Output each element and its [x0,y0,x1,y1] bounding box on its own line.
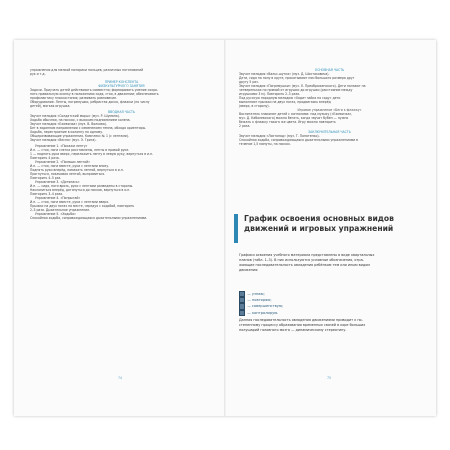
text-line: Упражнение 1. «Покажи ленту» [35,144,88,148]
text-line: бежать к флажку такого же цвета. Игру можно повторить [239,120,336,124]
text-line: И.п. — стоя, ноги вместе, руки с лентами вверх. [30,200,110,204]
legend-label: — узнаю; [247,292,265,296]
section-heading-line-1: График освоения основных видов [244,214,394,223]
text-line: Воспитатель знакомит детей с сигналами: под музыку («Ежевичка», [239,112,353,116]
text-line: Упражнение 4. «Попрыгай» [35,196,81,200]
page-number-right: 75 [327,376,332,380]
intro-line: Графики освоения учебного материала представлены в виде квартальных [239,253,375,257]
text-line: Задачи. Приучать детей действовать совместно; формировать умение сохра- [30,88,159,92]
text-line: Ходьба обычная, на носках, с высоким подниманием колена. [30,118,131,122]
text-line: Под русскую народную мелодию «Ходит зайка по саду» дети [239,96,341,100]
text-line: выполняют прыжки на двух ногах, продвигаясь вперёд [239,100,331,104]
text-line: Наклониться вперёд, дотянуться до носков, вернуться в и.п. [30,188,131,192]
section-subheading: ПРИМЕР КОНСПЕКТА [104,80,139,84]
text-line: И.п. — стоя, ноги слегка расставлены, ленты в правой руке. [30,148,130,152]
page-number-left: 74 [118,376,123,380]
heading-accent-bar [234,214,238,243]
text-line: Звучит мелодия «Вальс-шутка» (муз. Д. Шостаковича). [239,72,330,76]
intro-line: движения: [239,267,259,272]
text-line: Упражнение 2. «Помаши лентой» [35,160,91,164]
text-line: Дети, сидя на полу в круге, прокатывают мяч большого размера друг [239,76,355,80]
text-line: Поднять руки вперёд, помахать лентой, вернуться в и.п. [30,168,124,172]
text-line: Упражнение 5. «Ходьба» [35,212,76,216]
text-line: нять правильную осанку в положениях сидя, стоя, в движении; обеспечивать [30,92,159,96]
closing-paragraph [239,318,420,333]
text-line: игрушками 3 м). Повторить 2–3 раза. [239,92,300,96]
text-line: (вверх, в сторону). [239,104,270,108]
text-line: Прыжки на двух ногах на месте, чередуя с ходьбой, повторить [30,204,135,208]
text-line: Упражнение 3. «Дотянись» [35,180,80,184]
legend-list [239,291,283,316]
right-page-text [239,68,420,146]
section-heading [244,214,422,233]
text-line: Повторить 4 раза. [30,156,60,160]
legend-label: — совершенствую; [247,304,284,309]
section-subheading: ВВОДНАЯ ЧАСТЬ [107,110,136,114]
legend-label: — контролирую. [247,310,279,315]
closing-line: Данная последовательность овладения движениями приводит к по- [239,318,363,322]
text-line: Звучит мелодия «Весна» (муз. Э. Грига). [30,138,97,142]
text-line: рук и т.д. [30,72,46,76]
text-line: муз. Д. Кабалевского) можно бегать, когда звучит бубен — нужно [239,116,349,120]
text-line: И.п. — стоя, ноги вместе, руки с лентами внизу. [30,164,110,168]
text-line: Звучит мелодия «Листопад» (муз. Т. Попатенко). [239,134,320,138]
text-line: Оборудование. Ленты, погремушки, ребристая доска, флажки (по числу [30,100,150,104]
text-line: Прогнуться, покачивая лентой, выпрямиться. [30,172,106,176]
left-page [14,40,225,416]
text-line: Спокойная ходьба, сопровождающаяся дыхательными упражнениями. [30,216,148,220]
section-subheading: ЗАКЛЮЧИТЕЛЬНАЯ ЧАСТЬ [308,130,351,134]
text-line: четвереньках по прямой от игрушки до игрушки (расстояние между [239,88,353,92]
text-line: 2 раза. [239,124,251,128]
section-subheading: ОСНОВНАЯ ЧАСТЬ [314,68,345,72]
intro-line: жающие последовательность овладения ребёнком тем или иным видом [239,262,370,267]
text-line: Спокойная ходьба, сопровождающаяся дыхательными упражнениями в [239,138,358,142]
intro-paragraph [239,253,420,273]
text-line: детей), мягкая игрушка. [30,104,71,108]
right-page [225,40,436,416]
closing-line: степенному процессу образования временных связей в коре больших [239,322,366,327]
section-subheading: ФИЗКУЛЬТУРНОГО ЗАНЯТИЯ [98,84,145,88]
control-icon [239,310,245,316]
section-heading-line-2: движений и игровых упражнений [244,223,394,233]
text-line: Повторить 3–4 раза. [30,192,64,196]
text-line: упражнения для мелкой моторики пальцев, различных потягиваний [30,68,144,72]
text-line: Звучит мелодия «Погремушки» (муз. Л. Преображенского). Дети ползают на [239,84,366,88]
text-line: 2–3 раза. Дыхательное упражнение. [30,208,91,212]
text-line: Звучит мелодия «Солдатский марш» (муз. Р. Шумана). [30,114,120,118]
intro-line: планов (табл. 1–3). В них используются условные обозначения, отра- [239,257,364,262]
legend-item [239,310,283,316]
text-line: Звучит мелодия «Ежевичка» (муз. В. Волкова). [30,122,107,126]
left-page-text [30,68,213,220]
text-line: Ходьба, перестроение в колонну по одному. [30,130,104,134]
text-line: течение 1,5 минуты, на носках. [239,142,291,146]
text-line: 1 — поднять руки вверх, переложить ленту в левую руку, вернуться в и.п. [30,152,154,156]
text-line: И.п. — сидя, ноги врозь, руки с лентами разведены в стороны. [30,184,134,188]
text-line: профилактику плоскостопия; развивать равновесие. [30,96,118,100]
text-line: Бег в заданном направлении с изменением темпа, обходя ориентиры. [30,126,146,130]
text-line: Игровое упражнение «Беги к флажку» [297,108,362,112]
book-spread [14,40,436,416]
legend-label: — повторяю; [247,298,272,303]
text-line: Общеразвивающие упражнения. Комплекс № 1 (с лентами). [30,134,129,138]
text-line: Повторить 4–5 раз. [30,176,62,180]
text-line: другу 5 раз. [239,80,259,84]
closing-line: полушарий головного мозга — динамическому стереотипу. [239,327,347,332]
